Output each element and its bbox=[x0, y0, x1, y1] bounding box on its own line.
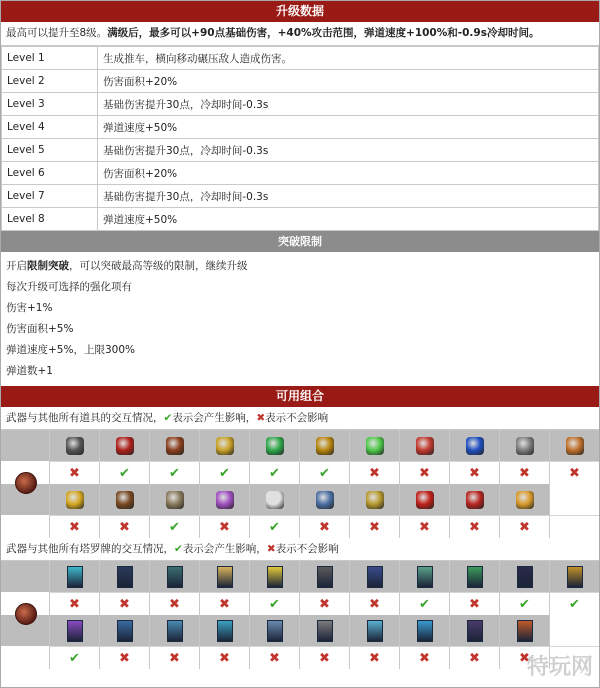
tarot-green-icon bbox=[417, 566, 433, 588]
level-table bbox=[1, 46, 599, 231]
icon-cell bbox=[249, 484, 299, 515]
cross-icon: ✖ bbox=[49, 592, 99, 615]
icon-cell bbox=[49, 561, 99, 592]
cross-icon: ✖ bbox=[256, 412, 266, 424]
tarot-yellow-icon bbox=[267, 566, 283, 588]
cross-icon: ✖ bbox=[349, 592, 399, 615]
tarot-ring-icon bbox=[167, 620, 183, 642]
red-boot-icon bbox=[466, 491, 484, 509]
purple-skull-icon bbox=[216, 491, 234, 509]
weapon-avatar-icon bbox=[15, 603, 37, 625]
breakthrough-line: 伤害+1% bbox=[6, 302, 53, 314]
icon-cell bbox=[299, 484, 349, 515]
cross-icon: ✖ bbox=[299, 646, 349, 669]
check-icon: ✔ bbox=[549, 592, 599, 615]
cross-icon: ✖ bbox=[399, 515, 449, 538]
breakthrough-header: 突破限制 bbox=[1, 231, 599, 252]
tarot-purple-icon bbox=[67, 620, 83, 642]
red-arrows-icon bbox=[416, 491, 434, 509]
icon-row bbox=[1, 615, 599, 646]
check-icon: ✔ bbox=[149, 461, 199, 484]
check-icon: ✔ bbox=[249, 461, 299, 484]
cross-icon: ✖ bbox=[349, 461, 399, 484]
icon-cell bbox=[499, 615, 549, 646]
level-effect: 弹道速度+50% bbox=[98, 116, 599, 139]
icon-cell bbox=[299, 615, 349, 646]
gold-ring-icon bbox=[366, 491, 384, 509]
icon-cell bbox=[49, 430, 99, 461]
cross-icon: ✖ bbox=[99, 592, 149, 615]
tarot-sun-icon bbox=[217, 566, 233, 588]
icon-cell bbox=[349, 430, 399, 461]
row-label-cell bbox=[1, 461, 49, 484]
icon-cell bbox=[49, 484, 99, 515]
cross-icon: ✖ bbox=[99, 515, 149, 538]
level-effect: 生成推车，横向移动碾压敌人造成伤害。 bbox=[98, 47, 599, 70]
cross-icon: ✖ bbox=[99, 646, 149, 669]
cross-icon: ✖ bbox=[349, 515, 399, 538]
check-icon: ✔ bbox=[174, 543, 183, 555]
tarot-note-text-a: 武器与其他所有塔罗牌的交互情况， bbox=[6, 543, 174, 555]
icon-cell bbox=[99, 430, 149, 461]
tarot-dark-icon bbox=[517, 566, 533, 588]
icon-cell bbox=[549, 430, 599, 461]
cross-icon: ✖ bbox=[399, 461, 449, 484]
breakthrough-line-0 bbox=[1, 256, 599, 277]
cross-icon: ✖ bbox=[499, 646, 549, 669]
icon-cell bbox=[199, 484, 249, 515]
weapon-avatar-icon bbox=[15, 472, 37, 494]
check-icon: ✔ bbox=[99, 461, 149, 484]
cross-icon: ✖ bbox=[449, 515, 499, 538]
broken-heart-icon bbox=[416, 437, 434, 455]
mark-row bbox=[1, 461, 599, 484]
icon-cell bbox=[149, 561, 199, 592]
tarot-note-text-b: 表示会产生影响， bbox=[182, 543, 267, 555]
level-effect: 基础伤害提升30点，冷却时间-0.3s bbox=[98, 139, 599, 162]
breakthrough-line: 每次升级可选择的强化项有 bbox=[6, 281, 132, 293]
combos-header: 可用组合 bbox=[1, 386, 599, 407]
icon-row bbox=[1, 484, 599, 515]
check-icon: ✔ bbox=[249, 592, 299, 615]
icon-cell bbox=[399, 430, 449, 461]
icon-cell bbox=[199, 430, 249, 461]
cross-icon: ✖ bbox=[499, 461, 549, 484]
tarot-teal-icon bbox=[167, 566, 183, 588]
icon-cell bbox=[199, 615, 249, 646]
level-name: Level 3 bbox=[2, 93, 98, 116]
icon-cell bbox=[299, 430, 349, 461]
icon-cell bbox=[49, 615, 99, 646]
cross-icon: ✖ bbox=[399, 646, 449, 669]
icon-cell bbox=[399, 615, 449, 646]
level-name: Level 4 bbox=[2, 116, 98, 139]
cross-icon: ✖ bbox=[266, 543, 276, 555]
level-row bbox=[2, 185, 599, 208]
level-effect: 弹道速度+50% bbox=[98, 208, 599, 231]
blue-orb-icon bbox=[466, 437, 484, 455]
items-note-text-b: 表示会产生影响， bbox=[172, 412, 257, 424]
row-label-cell bbox=[1, 592, 49, 615]
upgrade-intro bbox=[1, 22, 599, 46]
tarot-water-icon bbox=[117, 620, 133, 642]
tarot-king-icon bbox=[467, 620, 483, 642]
empty-cell bbox=[549, 615, 599, 646]
check-icon: ✔ bbox=[199, 461, 249, 484]
items-grid bbox=[1, 430, 599, 538]
tarot-cyan-icon bbox=[67, 566, 83, 588]
check-icon: ✔ bbox=[149, 515, 199, 538]
tarot-note bbox=[1, 538, 599, 561]
items-note-text-c: 表示不会影响 bbox=[265, 412, 329, 424]
icon-cell bbox=[499, 430, 549, 461]
breakthrough-line: 弹道速度+5%，上限300% bbox=[6, 344, 135, 356]
icon-cell bbox=[399, 484, 449, 515]
breakthrough-line: 弹道数+1 bbox=[6, 365, 53, 377]
cross-icon: ✖ bbox=[49, 515, 99, 538]
row-label-cell bbox=[1, 430, 49, 461]
cross-icon: ✖ bbox=[199, 646, 249, 669]
cross-icon: ✖ bbox=[149, 592, 199, 615]
cross-icon: ✖ bbox=[499, 515, 549, 538]
cross-icon: ✖ bbox=[249, 646, 299, 669]
tarot-note-text-c: 表示不会影响 bbox=[275, 543, 339, 555]
check-icon: ✔ bbox=[49, 646, 99, 669]
level-name: Level 2 bbox=[2, 70, 98, 93]
icon-cell bbox=[499, 561, 549, 592]
icon-cell bbox=[99, 561, 149, 592]
icon-cell bbox=[249, 561, 299, 592]
blue-ring-icon bbox=[316, 491, 334, 509]
cross-icon: ✖ bbox=[349, 646, 399, 669]
tarot-ice-icon bbox=[367, 620, 383, 642]
level-name: Level 7 bbox=[2, 185, 98, 208]
breakthrough-text-bold: 限制突破 bbox=[27, 260, 69, 272]
empty-cell bbox=[549, 515, 599, 538]
tarot-orb-icon bbox=[217, 620, 233, 642]
icon-cell bbox=[449, 615, 499, 646]
level-effect: 基础伤害提升30点，冷却时间-0.3s bbox=[98, 93, 599, 116]
brown-scroll-icon bbox=[166, 437, 184, 455]
level-name: Level 6 bbox=[2, 162, 98, 185]
gray-cog-icon bbox=[516, 437, 534, 455]
check-icon: ✔ bbox=[399, 592, 449, 615]
tarot-moon-icon bbox=[517, 620, 533, 642]
level-name: Level 1 bbox=[2, 47, 98, 70]
gold-box-icon bbox=[316, 437, 334, 455]
breakthrough-body bbox=[1, 252, 599, 386]
check-icon: ✔ bbox=[499, 592, 549, 615]
level-effect: 伤害面积+20% bbox=[98, 162, 599, 185]
check-icon: ✔ bbox=[249, 515, 299, 538]
cross-icon: ✖ bbox=[299, 592, 349, 615]
check-icon: ✔ bbox=[163, 412, 173, 424]
level-row bbox=[2, 139, 599, 162]
gold-shield-icon bbox=[66, 491, 84, 509]
green-clover-icon bbox=[266, 437, 284, 455]
tarot-leaf-icon bbox=[467, 566, 483, 588]
icon-cell bbox=[149, 484, 199, 515]
row-label-cell bbox=[1, 515, 49, 538]
icon-cell bbox=[499, 484, 549, 515]
cross-icon: ✖ bbox=[49, 461, 99, 484]
gold-bar-icon bbox=[516, 491, 534, 509]
cross-icon: ✖ bbox=[199, 515, 249, 538]
icon-cell bbox=[149, 430, 199, 461]
icon-cell bbox=[549, 561, 599, 592]
cross-icon: ✖ bbox=[549, 461, 599, 484]
icon-cell bbox=[449, 561, 499, 592]
cross-icon: ✖ bbox=[149, 646, 199, 669]
tarot-hook-icon bbox=[317, 620, 333, 642]
level-effect: 基础伤害提升30点，冷却时间-0.3s bbox=[98, 185, 599, 208]
breakthrough-text-a: 开启 bbox=[6, 260, 27, 272]
compass-icon bbox=[566, 437, 584, 455]
items-note-text-a: 武器与其他所有道具的交互情况， bbox=[6, 412, 164, 424]
level-row bbox=[2, 116, 599, 139]
icon-row bbox=[1, 561, 599, 592]
mark-row bbox=[1, 592, 599, 615]
tarot-cloud-icon bbox=[267, 620, 283, 642]
icon-cell bbox=[349, 484, 399, 515]
white-wing-icon bbox=[266, 491, 284, 509]
row-label-cell bbox=[1, 561, 49, 592]
row-label-cell bbox=[1, 646, 49, 669]
upgrade-data-header: 升级数据 bbox=[1, 1, 599, 22]
heart-gray-icon bbox=[66, 437, 84, 455]
intro-bold: 满级后，最多可以+90点基础伤害，+40%攻击范围，弹道速度+100%和-0.9s冷却时间。 bbox=[107, 27, 540, 39]
icon-cell bbox=[149, 615, 199, 646]
cross-icon: ✖ bbox=[449, 592, 499, 615]
red-book-icon bbox=[116, 437, 134, 455]
level-row bbox=[2, 47, 599, 70]
level-name: Level 5 bbox=[2, 139, 98, 162]
icon-cell bbox=[399, 561, 449, 592]
breakthrough-text-c: ，可以突破最高等级的限制，继续升级 bbox=[69, 260, 248, 272]
icon-cell bbox=[249, 430, 299, 461]
icon-cell bbox=[249, 615, 299, 646]
icon-cell bbox=[449, 430, 499, 461]
tarot-night-icon bbox=[117, 566, 133, 588]
level-name: Level 8 bbox=[2, 208, 98, 231]
icon-cell bbox=[349, 615, 399, 646]
watermark: 特玩网 bbox=[526, 655, 593, 680]
brown-chest-icon bbox=[116, 491, 134, 509]
helmet-icon bbox=[166, 491, 184, 509]
level-row bbox=[2, 93, 599, 116]
intro-plain: 最高可以提升至8级。 bbox=[6, 27, 108, 39]
tarot-gem-icon bbox=[417, 620, 433, 642]
level-row bbox=[2, 208, 599, 231]
mark-row bbox=[1, 515, 599, 538]
cross-icon: ✖ bbox=[199, 592, 249, 615]
icon-cell bbox=[349, 561, 399, 592]
check-icon: ✔ bbox=[299, 461, 349, 484]
icon-cell bbox=[199, 561, 249, 592]
mark-row bbox=[1, 646, 599, 669]
icon-cell bbox=[299, 561, 349, 592]
breakthrough-line: 伤害面积+5% bbox=[6, 323, 74, 335]
level-effect: 伤害面积+20% bbox=[98, 70, 599, 93]
tarot-grid bbox=[1, 561, 599, 669]
icon-cell bbox=[449, 484, 499, 515]
cross-icon: ✖ bbox=[449, 461, 499, 484]
green-leaf-icon bbox=[366, 437, 384, 455]
level-row bbox=[2, 162, 599, 185]
icon-cell bbox=[99, 615, 149, 646]
cross-icon: ✖ bbox=[449, 646, 499, 669]
level-row bbox=[2, 70, 599, 93]
cross-icon: ✖ bbox=[299, 515, 349, 538]
icon-row bbox=[1, 430, 599, 461]
tarot-spider-icon bbox=[317, 566, 333, 588]
icon-cell bbox=[99, 484, 149, 515]
empty-cell bbox=[549, 484, 599, 515]
tarot-blue-icon bbox=[367, 566, 383, 588]
items-note bbox=[1, 407, 599, 430]
tarot-amber-icon bbox=[567, 566, 583, 588]
crown-icon bbox=[216, 437, 234, 455]
